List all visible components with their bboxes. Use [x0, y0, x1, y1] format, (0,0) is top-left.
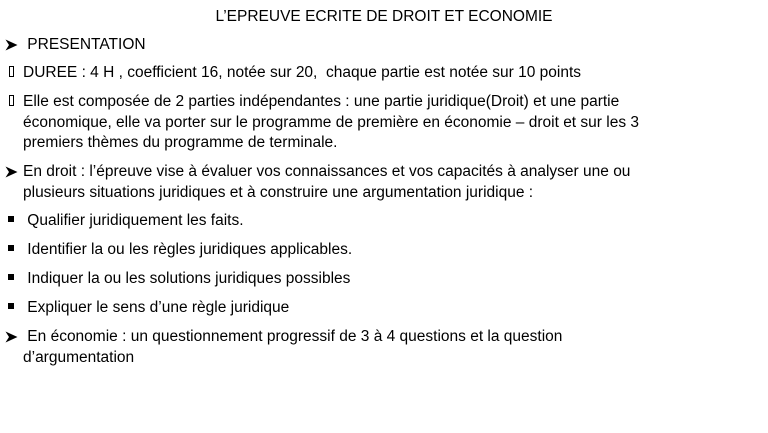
square-bullet-icon — [4, 298, 18, 318]
text-line: Elle est composée de 2 parties indépendantes : une partie juridique(Droit) et une partie — [23, 93, 620, 110]
arrow-bullet-icon — [4, 35, 18, 55]
square-bullet-icon — [4, 211, 18, 231]
bullet-text — [23, 92, 743, 154]
bullet-text — [23, 327, 743, 368]
square-bullet-icon — [4, 269, 18, 289]
text-line: premiers thèmes du programme de terminale. — [23, 134, 338, 151]
text-line: Indiquer la ou les solutions juridiques possibles — [23, 270, 351, 287]
bullet-text — [23, 35, 743, 56]
bullet-text — [23, 162, 743, 203]
text-line: d’argumentation — [23, 348, 135, 366]
text-line: DUREE : 4 H , coefficient 16, notée sur 20, chaque partie est notée sur 10 points — [23, 64, 582, 81]
text-line: plusieurs situations juridiques et à construire une argumentation juridique : — [23, 183, 534, 201]
text-line: PRESENTATION — [23, 36, 146, 53]
bullet-text — [23, 240, 743, 261]
bullet-text — [23, 211, 743, 232]
text-line: Qualifier juridiquement les faits. — [23, 212, 244, 229]
box-bullet-icon — [4, 63, 18, 83]
arrow-bullet-icon — [4, 162, 18, 182]
square-bullet-icon — [4, 240, 18, 260]
text-line: Identifier la ou les règles juridiques applicables. — [23, 241, 353, 258]
bullet-text — [23, 63, 743, 84]
box-bullet-icon — [4, 92, 18, 112]
arrow-bullet-icon — [4, 327, 18, 347]
bullet-text — [23, 269, 743, 290]
slide-title: L’EPREUVE ECRITE DE DROIT ET ECONOMIE — [215, 8, 553, 25]
text-line: Expliquer le sens d’une règle juridique — [23, 299, 290, 316]
bullet-text — [23, 298, 743, 319]
text-line: En droit : l’épreuve vise à évaluer vos connaissances et vos capacités à analyser une ou — [23, 163, 631, 180]
text-line: économique, elle va porter sur le programme de première en économie – droit et sur les 3 — [23, 113, 640, 131]
text-line: En économie : un questionnement progressif de 3 à 4 questions et la question — [23, 328, 563, 345]
